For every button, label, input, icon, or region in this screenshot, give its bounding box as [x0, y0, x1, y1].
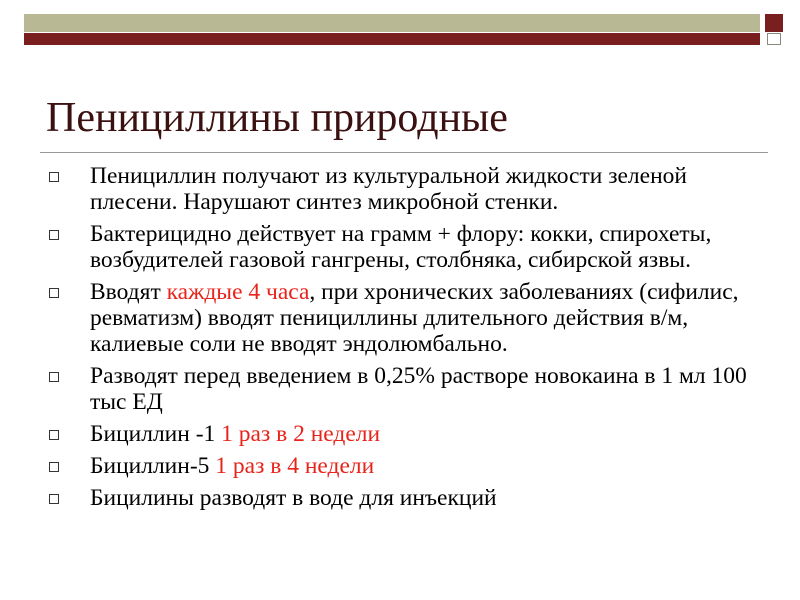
header-square-outline: [767, 33, 781, 45]
bullet-text-pre: Бициллин -1: [90, 421, 222, 447]
square-bullet-icon: [49, 430, 59, 440]
bullet-item: [46, 453, 766, 479]
header-square-filled: [765, 14, 783, 32]
bullet-item: [46, 279, 766, 357]
bullet-highlight: каждые 4 часа: [166, 279, 310, 305]
square-bullet-icon: [49, 230, 59, 240]
slide-title: Пенициллины природные: [46, 95, 508, 141]
title-divider: [40, 152, 768, 153]
bullet-highlight: 1 раз в 4 недели: [215, 453, 375, 479]
square-bullet-icon: [49, 372, 59, 382]
square-bullet-icon: [49, 462, 59, 472]
header-band-olive: [24, 14, 760, 32]
bullet-text: Пенициллин получают из культуральной жидкости зеленой плесени. Нарушают синтез микробной стенки.: [90, 163, 687, 215]
square-bullet-icon: [49, 172, 59, 182]
bullet-list: [46, 163, 766, 517]
header-band-maroon: [24, 33, 760, 45]
bullet-item: [46, 363, 766, 415]
bullet-text: Разводят перед введением в 0,25% растворе новокаина в 1 мл 100 тыс ЕД: [90, 363, 747, 415]
bullet-text-pre: Бициллин-5: [90, 453, 216, 479]
bullet-item: [46, 421, 766, 447]
bullet-item: [46, 221, 766, 273]
bullet-item: [46, 485, 766, 511]
bullet-text: Бицилины разводят в воде для инъекций: [90, 485, 497, 511]
square-bullet-icon: [49, 494, 59, 504]
bullet-text: Бактерицидно действует на грамм + флору: кокки, спирохеты, возбудителей газовой гангрены, столбняка, сибирской язвы.: [90, 221, 712, 273]
bullet-text-pre: Вводят: [90, 279, 167, 305]
bullet-item: [46, 163, 766, 215]
square-bullet-icon: [49, 288, 59, 298]
bullet-text-post: , при хронических заболеваниях (сифилис, ревматизм) вводят пенициллины длительного действия в/м, калиевые соли не вводят эндолюмбально.: [90, 279, 739, 357]
bullet-highlight: 1 раз в 2 недели: [221, 421, 381, 447]
